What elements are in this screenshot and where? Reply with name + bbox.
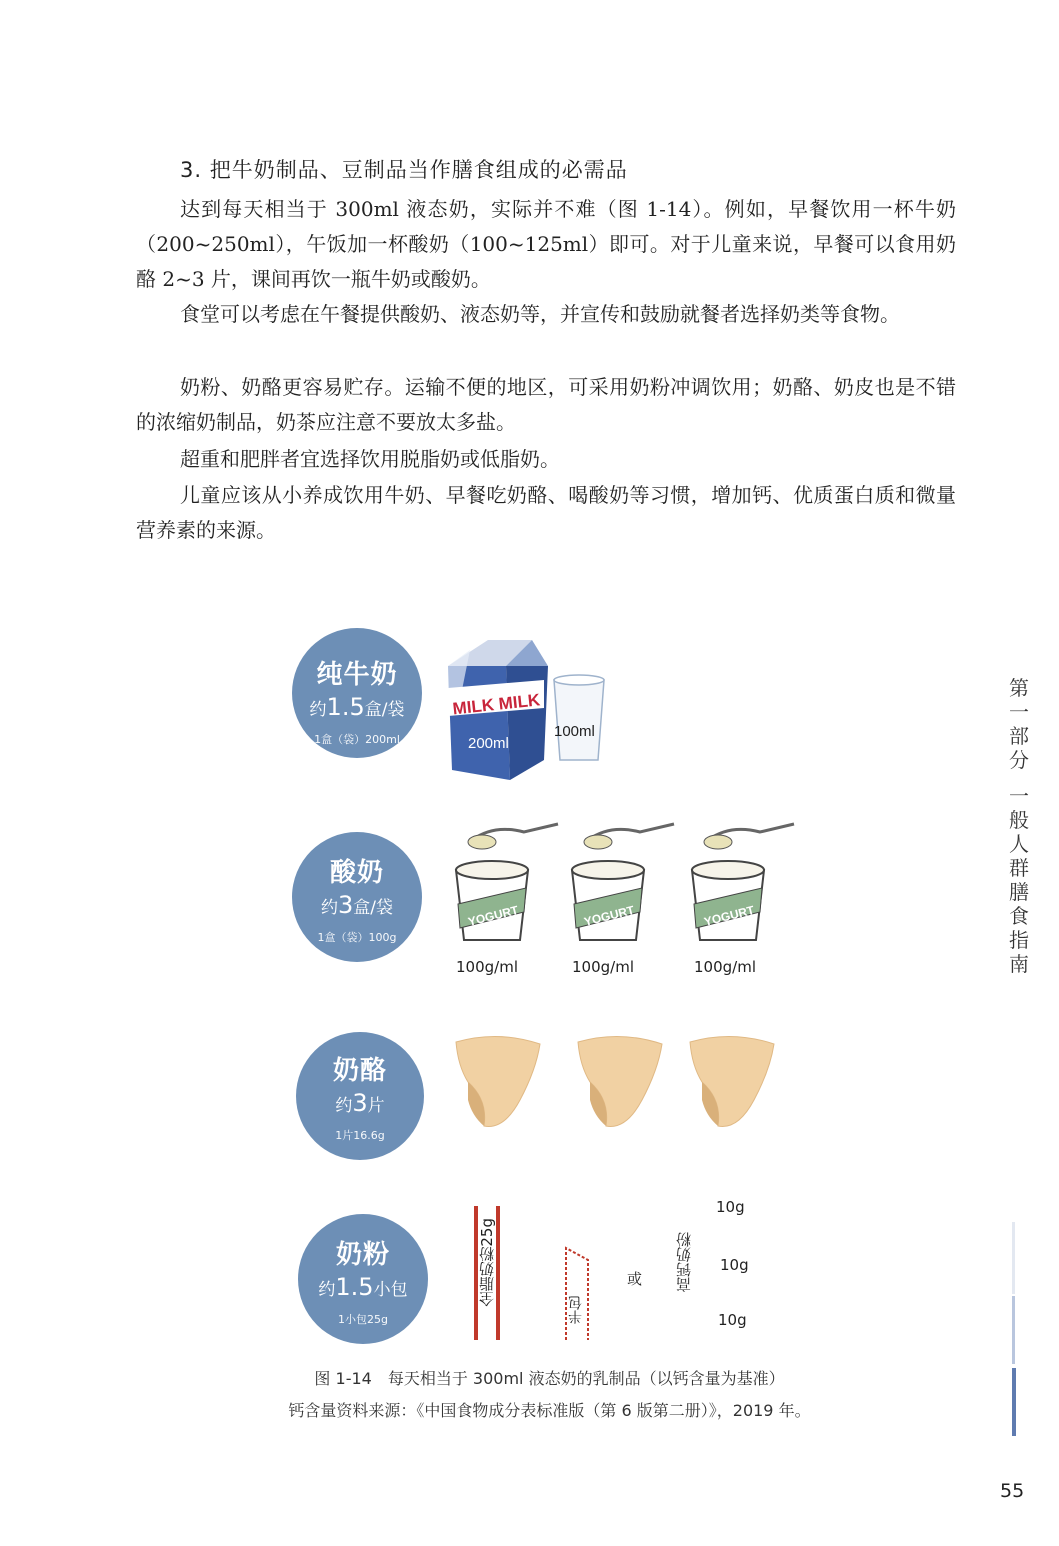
milk-circle: [292, 628, 422, 758]
milk-unit-note: 1盒（袋）200ml: [314, 733, 400, 746]
cheese-slice: [578, 1036, 662, 1126]
full-sachet-label: 全脂奶粉25g: [478, 1218, 496, 1307]
cheese-name: 奶酪: [332, 1056, 387, 1086]
powder-name: 奶粉: [335, 1240, 390, 1270]
or-label: 或: [627, 1270, 643, 1288]
milk-name: 纯牛奶: [316, 660, 398, 690]
paragraph: 奶粉、奶酪更容易贮存。运输不便的地区，可采用奶粉冲调饮用；奶酪、奶皮也是不错的浓缩奶制品，奶茶应注意不要放太多盐。: [136, 375, 956, 434]
tab-bar-light: [1012, 1222, 1015, 1294]
yogurt-label: YOGURT: [702, 902, 756, 929]
yogurt-cups-illustration: [440, 822, 800, 952]
yogurt-volume-2: 100g/ml: [572, 958, 634, 976]
cheese-slices-illustration: [448, 1030, 788, 1140]
yogurt-cup: [456, 824, 558, 940]
paragraph: 儿童应该从小养成饮用牛奶、早餐吃奶酪、喝酸奶等习惯，增加钙、优质蛋白质和微量营养素的来源。: [136, 483, 956, 542]
milk-amount: 约1.5盒/袋: [309, 693, 405, 721]
milk-carton-illustration: [440, 630, 620, 790]
figure-source: 钙含量资料来源：《中国食物成分表标准版（第 6 版第二册）》，2019 年。: [288, 1401, 811, 1420]
page-number: 55: [1000, 1480, 1025, 1502]
powder-unit-note: 1小包25g: [338, 1313, 388, 1326]
cheese-slice: [690, 1036, 774, 1126]
yogurt-label: YOGURT: [466, 902, 520, 929]
yogurt-cup: [692, 824, 794, 940]
half-sachet: [562, 1244, 592, 1340]
cheese-unit-note: 1片16.6g: [335, 1129, 385, 1142]
yogurt-volume-3: 100g/ml: [694, 958, 756, 976]
yogurt-name: 酸奶: [329, 858, 384, 888]
cheese-amount: 约3片: [335, 1089, 385, 1117]
yogurt-volume-1: 100g/ml: [456, 958, 518, 976]
sachet-weight: 10g: [718, 1311, 747, 1329]
yogurt-circle: [292, 832, 422, 962]
carton-text: MILK MILK: [451, 690, 542, 719]
sachet-weight: 10g: [716, 1198, 745, 1216]
paragraph: 超重和肥胖者宜选择饮用脱脂奶或低脂奶。: [180, 447, 560, 471]
sachet-weight: 10g: [720, 1256, 749, 1274]
carton-volume: 200ml: [468, 735, 509, 752]
tab-bar-active: [1012, 1368, 1016, 1436]
yogurt-cup: [572, 824, 674, 940]
half-sachet-label: 半包: [568, 1296, 584, 1324]
paragraph: 食堂可以考虑在午餐提供酸奶、液态奶等，并宣传和鼓励就餐者选择奶类等食物。: [180, 302, 900, 326]
yogurt-label: YOGURT: [582, 902, 636, 929]
cheese-slice: [456, 1036, 540, 1126]
glass-volume: 100ml: [554, 723, 595, 740]
yogurt-unit-note: 1盒（袋）100g: [317, 931, 397, 944]
powder-circle: [298, 1214, 428, 1344]
calcium-powder-label: 高钙奶粉: [675, 1232, 693, 1292]
yogurt-amount: 约3盒/袋: [320, 891, 393, 919]
cheese-circle: [296, 1032, 424, 1160]
side-tab: 第 一 部 分 一 般 人 群 膳 食 指 南: [1009, 676, 1029, 976]
figure-caption: 图 1-14 每天相当于 300ml 液态奶的乳制品（以钙含量为基准）: [314, 1369, 785, 1388]
section-heading: 3. 把牛奶制品、豆制品当作膳食组成的必需品: [180, 158, 628, 182]
tab-bar-mid: [1012, 1296, 1015, 1364]
paragraph: 达到每天相当于 300ml 液态奶，实际并不难（图 1-14）。例如，早餐饮用一杯牛奶（200~250ml），午饭加一杯酸奶（100~125ml）即可。对于儿童来说，早餐可以食用奶酪 2~3 片，课间再饮一瓶牛奶或酸奶。: [136, 197, 956, 291]
powder-amount: 约1.5小包: [318, 1273, 408, 1301]
